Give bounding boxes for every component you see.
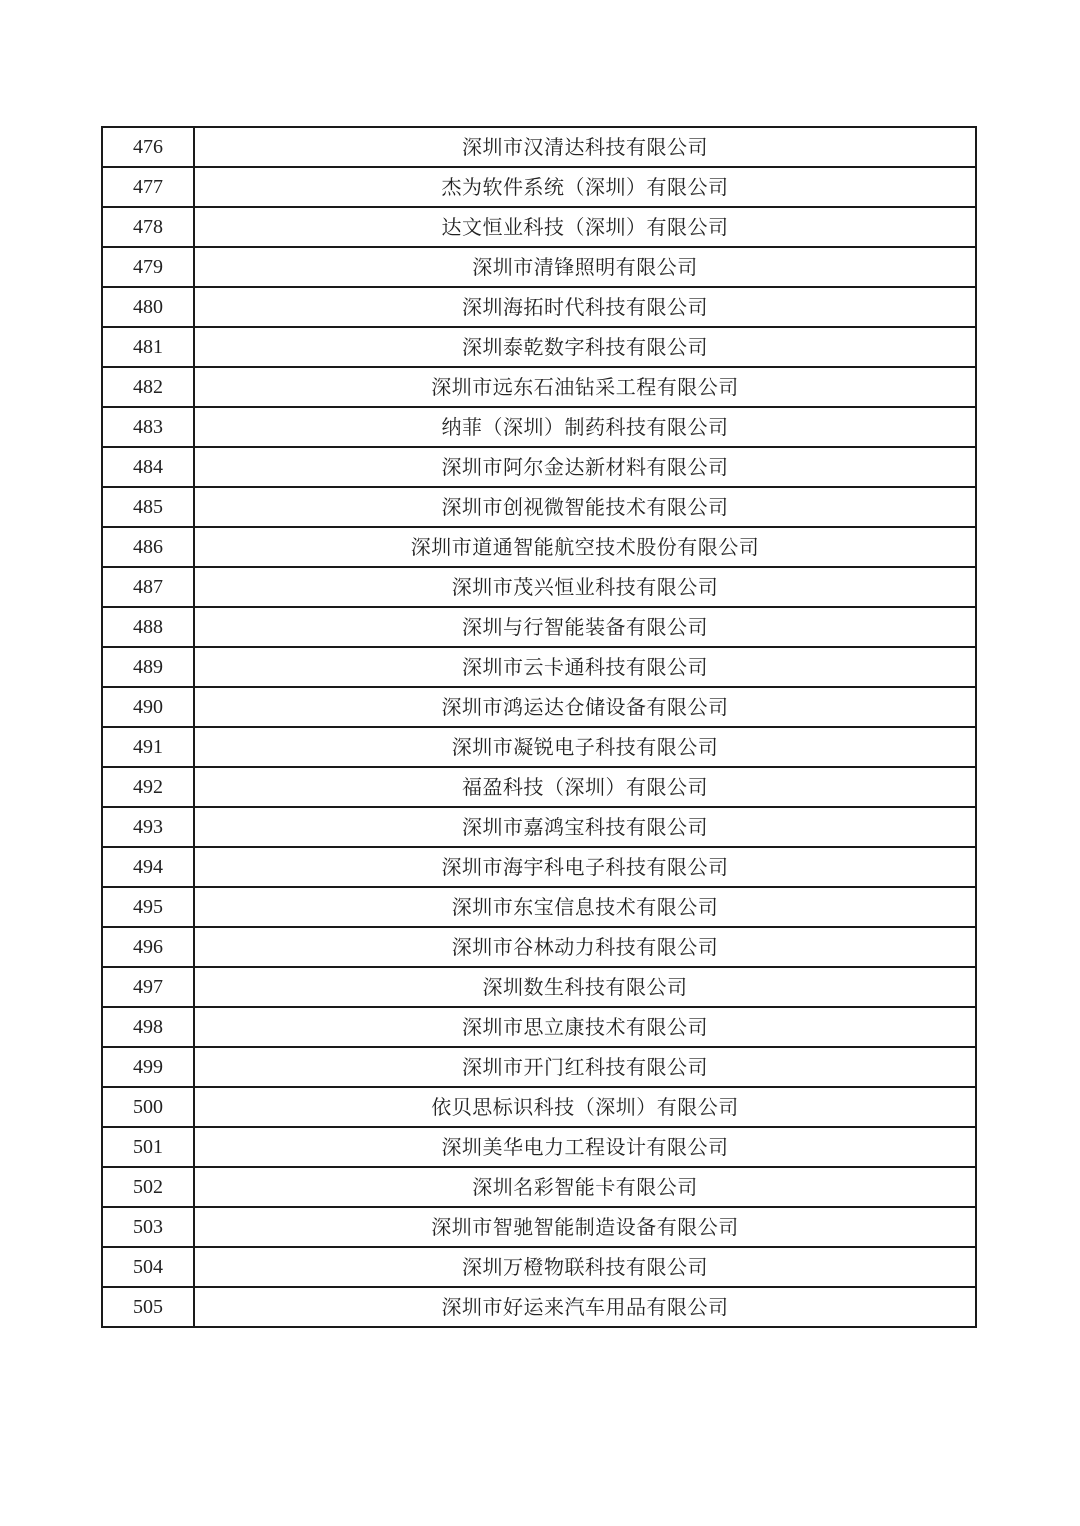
row-index-cell: 496 bbox=[102, 927, 194, 967]
company-name-cell: 深圳市开门红科技有限公司 bbox=[194, 1047, 976, 1087]
table-row bbox=[102, 1087, 976, 1127]
row-index-cell: 504 bbox=[102, 1247, 194, 1287]
row-index-cell: 490 bbox=[102, 687, 194, 727]
table-row bbox=[102, 327, 976, 367]
company-name-cell: 深圳与行智能装备有限公司 bbox=[194, 607, 976, 647]
row-index-cell: 492 bbox=[102, 767, 194, 807]
company-name-cell: 深圳市好运来汽车用品有限公司 bbox=[194, 1287, 976, 1327]
company-name-cell: 深圳市阿尔金达新材料有限公司 bbox=[194, 447, 976, 487]
company-name-cell: 深圳海拓时代科技有限公司 bbox=[194, 287, 976, 327]
company-name-cell: 深圳市创视微智能技术有限公司 bbox=[194, 487, 976, 527]
table-body bbox=[102, 127, 976, 1327]
company-name-cell: 深圳市嘉鸿宝科技有限公司 bbox=[194, 807, 976, 847]
row-index-cell: 477 bbox=[102, 167, 194, 207]
table-row bbox=[102, 1007, 976, 1047]
company-name-cell: 深圳数生科技有限公司 bbox=[194, 967, 976, 1007]
table-row bbox=[102, 847, 976, 887]
row-index-cell: 487 bbox=[102, 567, 194, 607]
row-index-cell: 476 bbox=[102, 127, 194, 167]
table-row bbox=[102, 1127, 976, 1167]
company-name-cell: 深圳名彩智能卡有限公司 bbox=[194, 1167, 976, 1207]
row-index-cell: 489 bbox=[102, 647, 194, 687]
company-name-cell: 深圳市道通智能航空技术股份有限公司 bbox=[194, 527, 976, 567]
row-index-cell: 481 bbox=[102, 327, 194, 367]
company-name-cell: 深圳市远东石油钻采工程有限公司 bbox=[194, 367, 976, 407]
table-row bbox=[102, 727, 976, 767]
row-index-cell: 501 bbox=[102, 1127, 194, 1167]
table-row bbox=[102, 807, 976, 847]
row-index-cell: 499 bbox=[102, 1047, 194, 1087]
table-row bbox=[102, 447, 976, 487]
row-index-cell: 495 bbox=[102, 887, 194, 927]
row-index-cell: 479 bbox=[102, 247, 194, 287]
company-name-cell: 深圳泰乾数字科技有限公司 bbox=[194, 327, 976, 367]
row-index-cell: 486 bbox=[102, 527, 194, 567]
table-row bbox=[102, 1167, 976, 1207]
row-index-cell: 494 bbox=[102, 847, 194, 887]
table-row bbox=[102, 1047, 976, 1087]
company-name-cell: 深圳市海宇科电子科技有限公司 bbox=[194, 847, 976, 887]
company-name-cell: 深圳万橙物联科技有限公司 bbox=[194, 1247, 976, 1287]
table-row bbox=[102, 967, 976, 1007]
company-name-cell: 深圳市思立康技术有限公司 bbox=[194, 1007, 976, 1047]
company-name-cell: 深圳市东宝信息技术有限公司 bbox=[194, 887, 976, 927]
table-row bbox=[102, 887, 976, 927]
table-row bbox=[102, 567, 976, 607]
table-row bbox=[102, 1247, 976, 1287]
table-row bbox=[102, 687, 976, 727]
table-row bbox=[102, 1207, 976, 1247]
row-index-cell: 484 bbox=[102, 447, 194, 487]
row-index-cell: 497 bbox=[102, 967, 194, 1007]
company-name-cell: 福盈科技（深圳）有限公司 bbox=[194, 767, 976, 807]
company-name-cell: 杰为软件系统（深圳）有限公司 bbox=[194, 167, 976, 207]
company-name-cell: 深圳市凝锐电子科技有限公司 bbox=[194, 727, 976, 767]
table-row bbox=[102, 767, 976, 807]
row-index-cell: 483 bbox=[102, 407, 194, 447]
table-row bbox=[102, 207, 976, 247]
row-index-cell: 498 bbox=[102, 1007, 194, 1047]
table-row bbox=[102, 247, 976, 287]
company-name-cell: 纳菲（深圳）制药科技有限公司 bbox=[194, 407, 976, 447]
company-name-cell: 深圳市茂兴恒业科技有限公司 bbox=[194, 567, 976, 607]
row-index-cell: 502 bbox=[102, 1167, 194, 1207]
company-name-cell: 深圳市鸿运达仓储设备有限公司 bbox=[194, 687, 976, 727]
table-row bbox=[102, 927, 976, 967]
company-name-cell: 深圳市智驰智能制造设备有限公司 bbox=[194, 1207, 976, 1247]
company-name-cell: 达文恒业科技（深圳）有限公司 bbox=[194, 207, 976, 247]
company-list-table bbox=[101, 126, 977, 1328]
row-index-cell: 491 bbox=[102, 727, 194, 767]
row-index-cell: 493 bbox=[102, 807, 194, 847]
table-row bbox=[102, 367, 976, 407]
table-row bbox=[102, 167, 976, 207]
row-index-cell: 482 bbox=[102, 367, 194, 407]
row-index-cell: 485 bbox=[102, 487, 194, 527]
company-name-cell: 深圳市汉清达科技有限公司 bbox=[194, 127, 976, 167]
table-row bbox=[102, 647, 976, 687]
company-name-cell: 深圳市云卡通科技有限公司 bbox=[194, 647, 976, 687]
row-index-cell: 503 bbox=[102, 1207, 194, 1247]
row-index-cell: 480 bbox=[102, 287, 194, 327]
row-index-cell: 500 bbox=[102, 1087, 194, 1127]
company-name-cell: 深圳市谷林动力科技有限公司 bbox=[194, 927, 976, 967]
table-row bbox=[102, 287, 976, 327]
row-index-cell: 478 bbox=[102, 207, 194, 247]
table-row bbox=[102, 487, 976, 527]
table-row bbox=[102, 607, 976, 647]
company-name-cell: 深圳市清锋照明有限公司 bbox=[194, 247, 976, 287]
company-name-cell: 深圳美华电力工程设计有限公司 bbox=[194, 1127, 976, 1167]
row-index-cell: 505 bbox=[102, 1287, 194, 1327]
table-row bbox=[102, 1287, 976, 1327]
row-index-cell: 488 bbox=[102, 607, 194, 647]
table-row bbox=[102, 527, 976, 567]
table-row bbox=[102, 407, 976, 447]
company-name-cell: 依贝思标识科技（深圳）有限公司 bbox=[194, 1087, 976, 1127]
table-row bbox=[102, 127, 976, 167]
